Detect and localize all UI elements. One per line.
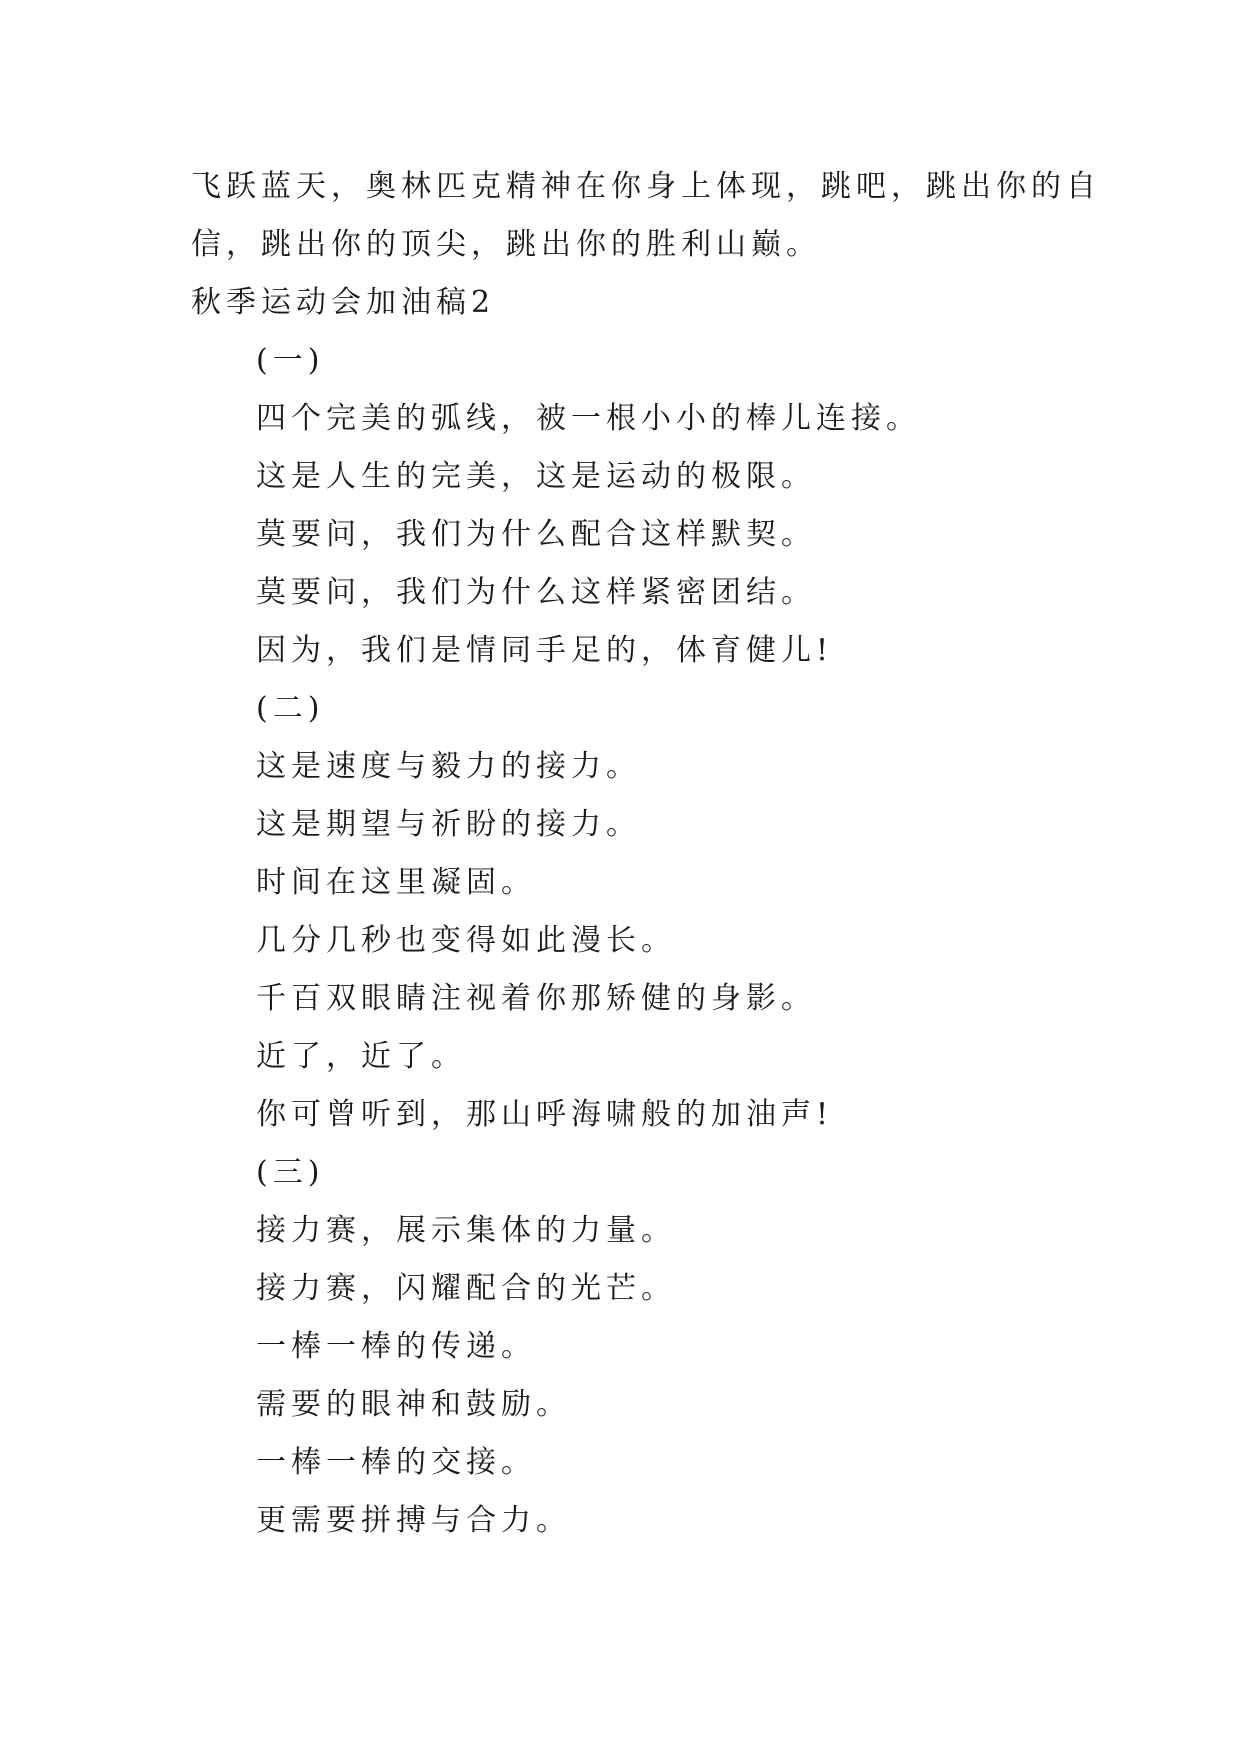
poem-line: 近了，近了。 <box>256 1039 466 1074</box>
poem-line: 更需要拼搏与合力。 <box>256 1503 571 1538</box>
intro-line-2: 信，跳出你的顶尖，跳出你的胜利山巅。 <box>191 227 821 262</box>
poem-line: 几分几秒也变得如此漫长。 <box>256 923 676 958</box>
poem-line: 需要的眼神和鼓励。 <box>256 1387 571 1422</box>
poem-line: 这是期望与祈盼的接力。 <box>256 807 641 842</box>
poem-line: 千百双眼睛注视着你那矫健的身影。 <box>256 981 816 1016</box>
section-heading: 秋季运动会加油稿2 <box>191 285 496 320</box>
poem-line: 接力赛，闪耀配合的光芒。 <box>256 1271 676 1306</box>
poem-line: 接力赛，展示集体的力量。 <box>256 1213 676 1248</box>
poem-line: 四个完美的弧线，被一根小小的棒儿连接。 <box>256 401 921 436</box>
poem-line: 莫要问，我们为什么这样紧密团结。 <box>256 575 816 610</box>
poem-line: 因为，我们是情同手足的，体育健儿! <box>256 633 834 668</box>
section-marker-3: (三) <box>256 1155 325 1190</box>
poem-line: 这是速度与毅力的接力。 <box>256 749 641 784</box>
poem-line: 一棒一棒的交接。 <box>256 1445 536 1480</box>
poem-line: 一棒一棒的传递。 <box>256 1329 536 1364</box>
poem-line: 这是人生的完美，这是运动的极限。 <box>256 459 816 494</box>
poem-line: 莫要问，我们为什么配合这样默契。 <box>256 517 816 552</box>
section-marker-2: (二) <box>256 691 325 726</box>
poem-line: 时间在这里凝固。 <box>256 865 536 900</box>
section-marker-1: (一) <box>256 343 325 378</box>
intro-line-1: 飞跃蓝天，奥林匹克精神在你身上体现，跳吧，跳出你的自 <box>191 169 1101 204</box>
poem-line: 你可曾听到，那山呼海啸般的加油声! <box>256 1097 834 1132</box>
